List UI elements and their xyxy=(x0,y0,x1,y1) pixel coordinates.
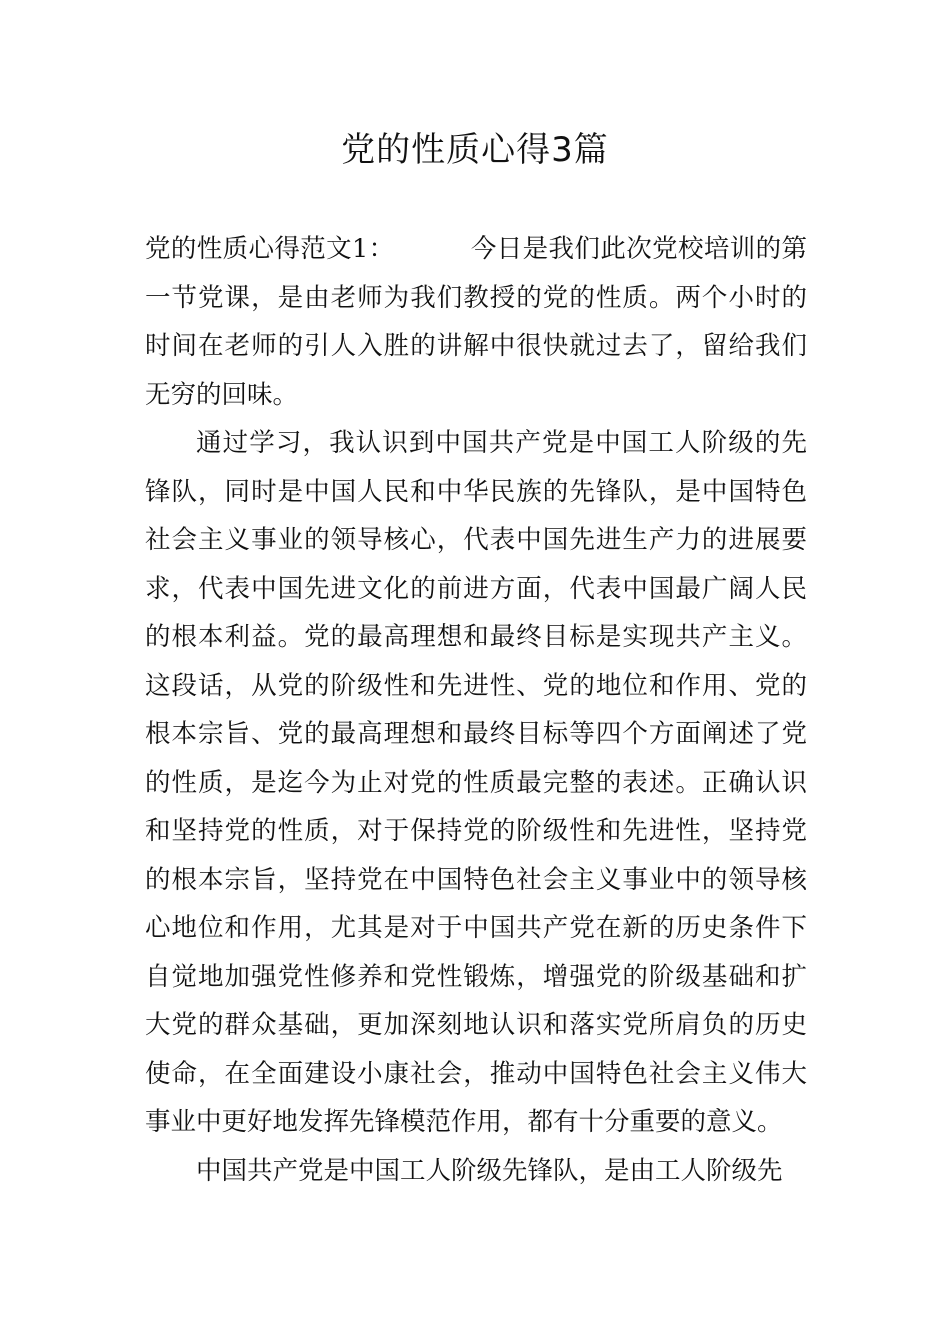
paragraph-1 xyxy=(145,225,807,419)
paragraph-2: 通过学习，我认识到中国共产党是中国工人阶级的先锋队，同时是中国人民和中华民族的先锋队，是中国特色社会主义事业的领导核心，代表中国先进生产力的进展要求，代表中国先进文化的前进方面，代表中国最广阔人民的根本利益。党的最高理想和最终目标是实现共产主义。这段话，从党的阶级性和先进性、党的地位和作用、党的根本宗旨、党的最高理想和最终目标等四个方面阐述了党的性质，是迄今为止对党的性质最完整的表述。正确认识和坚持党的性质，对于保持党的阶级性和先进性，坚持党的根本宗旨，坚持党在中国特色社会主义事业中的领导核心地位和作用，尤其是对于中国共产党在新的历史条件下自觉地加强党性修养和党性锻炼，增强党的阶级基础和扩大党的群众基础，更加深刻地认识和落实党所肩负的历史使命，在全面建设小康社会，推动中国特色社会主义伟大事业中更好地发挥先锋模范作用，都有十分重要的意义。 xyxy=(145,428,807,1137)
document-title: 党的性质心得3篇 xyxy=(341,130,609,170)
paragraph-3: 中国共产党是中国工人阶级先锋队，是由工人阶级先 xyxy=(196,1155,783,1186)
document-body xyxy=(145,225,807,1195)
paragraph-1-text: 今日是我们此次党校培训的第一节党课，是由老师为我们教授的党的性质。两个小时的时间在老师的引人入胜的讲解中很快就过去了，留给我们无穷的回味。 xyxy=(145,234,807,410)
lead-label: 党的性质心得范文1： xyxy=(145,234,395,264)
